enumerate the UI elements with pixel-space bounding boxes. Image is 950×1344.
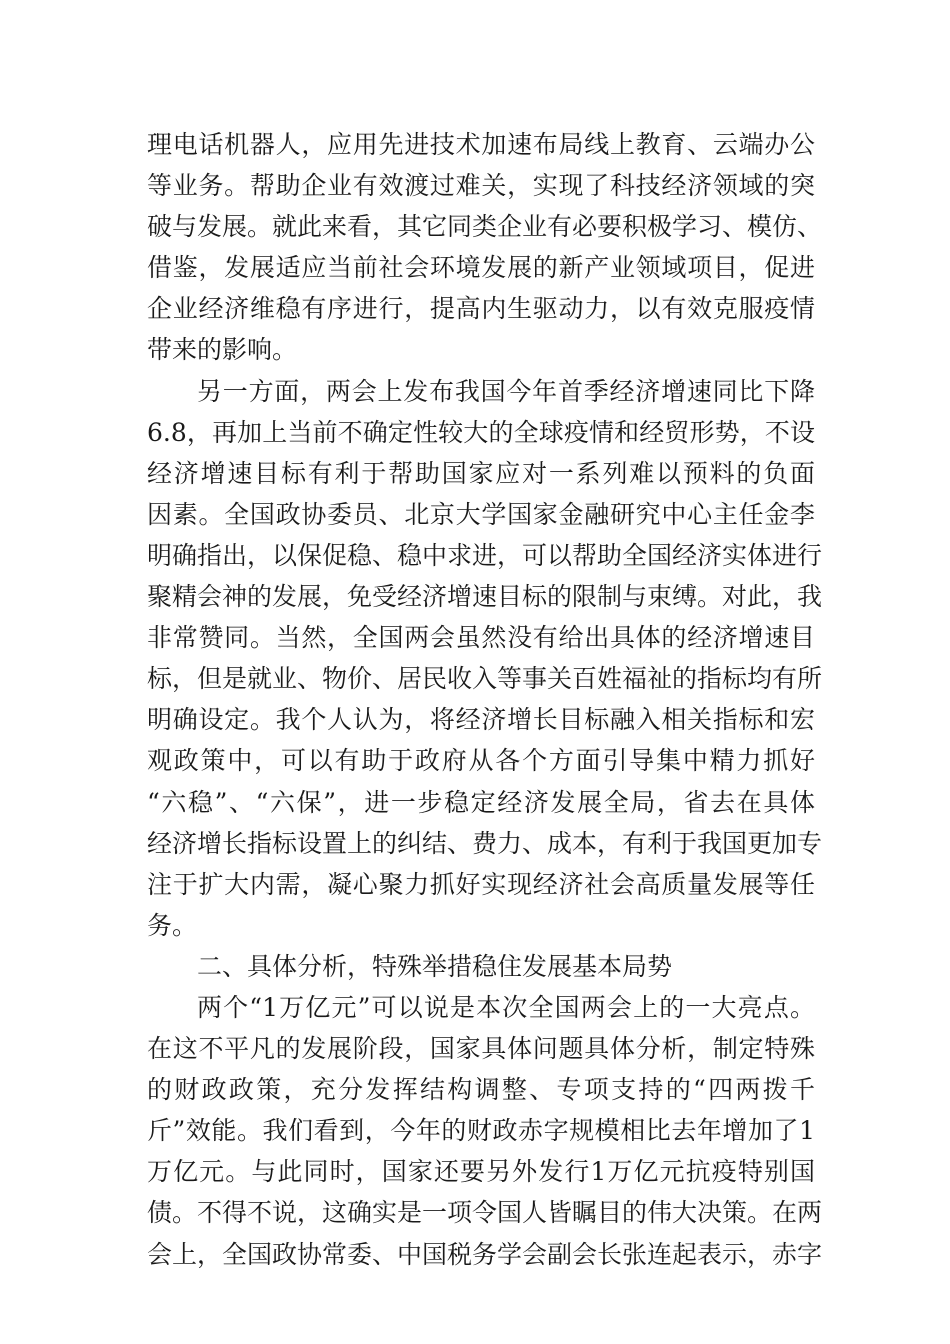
text-line: 带来的影响。 bbox=[147, 335, 298, 365]
text-line: 借鉴，发展适应当前社会环境发展的新产业领域项目，促进 bbox=[147, 253, 815, 283]
text-line: 破与发展。就此来看，其它同类企业有必要积极学习、模仿、 bbox=[147, 212, 823, 242]
text-line: 观政策中，可以有助于政府从各个方面引导集中精力抓好 bbox=[147, 746, 815, 776]
text-line: 会上，全国政协常委、中国税务学会副会长张连起表示，赤字 bbox=[147, 1239, 823, 1269]
text-line: 非常赞同。当然，全国两会虽然没有给出具体的经济增速目 bbox=[147, 623, 815, 653]
text-line: 经济增速目标有利于帮助国家应对一系列难以预料的负面 bbox=[147, 458, 815, 488]
text-line: 的财政政策，充分发挥结构调整、专项支持的“四两拨千 bbox=[147, 1075, 815, 1105]
text-line: 理电话机器人，应用先进技术加速布局线上教育、云端办公 bbox=[147, 130, 815, 159]
text-line: 等业务。帮助企业有效渡过难关，实现了科技经济领域的突 bbox=[147, 171, 815, 201]
text-line: “六稳”、“六保”，进一步稳定经济发展全局，省去在具体 bbox=[147, 787, 815, 817]
text-line: 斤”效能。我们看到，今年的财政赤字规模相比去年增加了1 bbox=[147, 1116, 815, 1146]
text-line: 在这不平凡的发展阶段，国家具体问题具体分析，制定特殊 bbox=[147, 1034, 815, 1064]
text-line: 注于扩大内需，凝心聚力抓好实现经济社会高质量发展等任 bbox=[147, 869, 815, 899]
text-line: 万亿元。与此同时，国家还要另外发行1万亿元抗疫特别国 bbox=[147, 1157, 815, 1187]
text-line: 企业经济维稳有序进行，提高内生驱动力，以有效克服疫情 bbox=[147, 294, 815, 324]
text-line: 聚精会神的发展，免受经济增速目标的限制与束缚。对此，我 bbox=[147, 582, 823, 612]
text-line: 6.8，再加上当前不确定性较大的全球疫情和经贸形势，不设 bbox=[147, 417, 815, 447]
text-line: 经济增长指标设置上的纠结、费力、成本，有利于我国更加专 bbox=[147, 828, 823, 858]
text-line: 明确指出，以保促稳、稳中求进，可以帮助全国经济实体进行 bbox=[147, 540, 823, 570]
text-line: 因素。全国政协委员、北京大学国家金融研究中心主任金李 bbox=[147, 499, 815, 529]
text-line: 另一方面，两会上发布我国今年首季经济增速同比下降 bbox=[197, 376, 815, 406]
text-line: 债。不得不说，这确实是一项令国人皆瞩目的伟大决策。在两 bbox=[147, 1198, 823, 1228]
text-line: 两个“1万亿元”可以说是本次全国两会上的一大亮点。 bbox=[197, 992, 815, 1022]
text-line: 明确设定。我个人认为，将经济增长目标融入相关指标和宏 bbox=[147, 705, 815, 735]
body-text bbox=[147, 124, 823, 1275]
text-line: 二、具体分析，特殊举措稳住发展基本局势 bbox=[197, 951, 673, 981]
text-line: 务。 bbox=[147, 910, 198, 940]
text-line: 标，但是就业、物价、居民收入等事关百姓福祉的指标均有所 bbox=[147, 664, 823, 694]
